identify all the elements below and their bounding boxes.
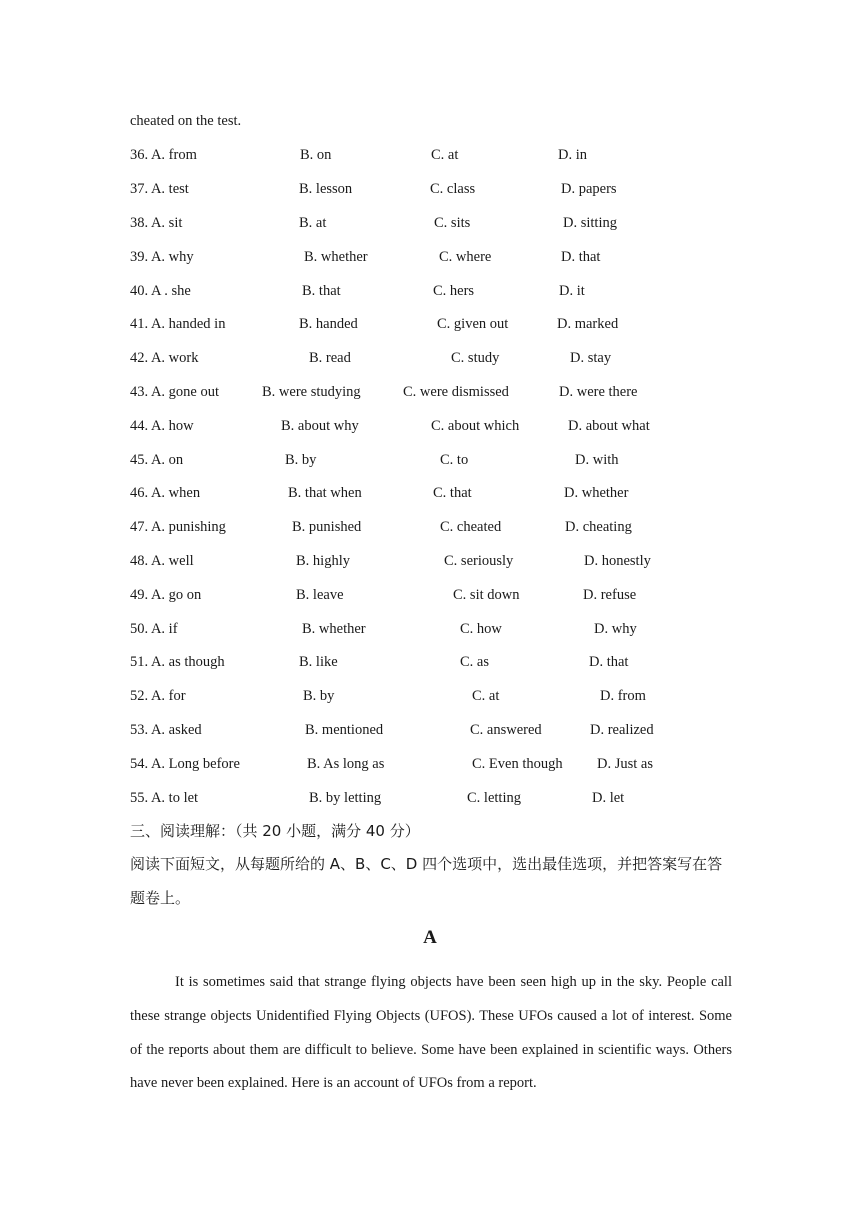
option-b: B. on — [300, 147, 332, 163]
option-d: D. Just as — [597, 756, 653, 772]
option-d: D. sitting — [563, 215, 617, 231]
option-c: C. about which — [431, 418, 520, 434]
option-d: D. whether — [564, 485, 629, 501]
option-d: D. refuse — [583, 587, 637, 603]
option-c: C. Even though — [472, 756, 563, 772]
option-b: B. highly — [296, 553, 350, 569]
option-d: D. it — [559, 283, 585, 299]
option-d: D. that — [589, 654, 629, 670]
option-a: 43. A. gone out — [130, 384, 220, 400]
option-b: B. handed — [299, 316, 358, 332]
option-b: B. like — [299, 654, 338, 670]
option-d: D. why — [594, 621, 637, 637]
option-d: D. that — [561, 249, 601, 265]
option-a: 49. A. go on — [130, 587, 202, 603]
continuation-text: cheated on the test. — [130, 113, 242, 129]
option-a: 36. A. from — [130, 147, 197, 163]
option-b: B. about why — [281, 418, 359, 434]
option-a: 50. A. if — [130, 621, 178, 637]
option-a: 42. A. work — [130, 350, 199, 366]
option-b: B. by — [285, 452, 317, 468]
option-d: D. cheating — [565, 519, 632, 535]
option-a: 53. A. asked — [130, 722, 202, 738]
option-c: C. at — [472, 688, 500, 704]
option-c: C. sits — [434, 215, 471, 231]
passage-paragraph: It is sometimes said that strange flying objects have been seen high up in the sky. People call these strange objects Unidentified Flying Objects (UFOS). These UFOs caused a lot of interest. Some of the reports about them are difficult to believe. Some have been explained in scientific ways. Others have never been explained. Here is an account of UFOs from a report. — [130, 974, 732, 1092]
option-a: 48. A. well — [130, 553, 194, 569]
option-c: C. answered — [470, 722, 542, 738]
option-c: C. where — [439, 249, 492, 265]
option-a: 41. A. handed in — [130, 316, 226, 332]
passage-label: A — [423, 927, 437, 948]
option-d: D. were there — [559, 384, 638, 400]
option-a: 51. A. as though — [130, 654, 225, 670]
option-b: B. whether — [302, 621, 366, 637]
option-b: B. that — [302, 283, 341, 299]
option-a: 40. A . she — [130, 283, 191, 299]
section-heading: 三、阅读理解：（共 20 小题，满分 40 分） — [130, 822, 420, 840]
option-b: B. punished — [292, 519, 362, 535]
option-c: C. were dismissed — [403, 384, 509, 400]
option-a: 45. A. on — [130, 452, 184, 468]
option-d: D. honestly — [584, 553, 651, 569]
option-b: B. As long as — [307, 756, 385, 772]
option-d: D. papers — [561, 181, 617, 197]
option-c: C. to — [440, 452, 469, 468]
option-a: 47. A. punishing — [130, 519, 226, 535]
option-c: C. that — [433, 485, 472, 501]
option-c: C. seriously — [444, 553, 514, 569]
option-c: C. how — [460, 621, 502, 637]
option-a: 52. A. for — [130, 688, 186, 704]
option-c: C. as — [460, 654, 489, 670]
option-b: B. that when — [288, 485, 362, 501]
option-b: B. whether — [304, 249, 368, 265]
option-c: C. class — [430, 181, 476, 197]
option-a: 54. A. Long before — [130, 756, 240, 772]
option-c: C. cheated — [440, 519, 502, 535]
option-a: 44. A. how — [130, 418, 194, 434]
option-d: D. from — [600, 688, 646, 704]
option-b: B. by — [303, 688, 335, 704]
option-d: D. about what — [568, 418, 650, 434]
option-a: 38. A. sit — [130, 215, 183, 231]
option-c: C. sit down — [453, 587, 520, 603]
option-c: C. at — [431, 147, 459, 163]
option-b: B. leave — [296, 587, 344, 603]
option-d: D. stay — [570, 350, 612, 366]
option-c: C. study — [451, 350, 500, 366]
option-d: D. let — [592, 790, 625, 806]
option-b: B. at — [299, 215, 327, 231]
option-b: B. mentioned — [305, 722, 384, 738]
option-b: B. lesson — [299, 181, 353, 197]
option-b: B. read — [309, 350, 351, 366]
option-b: B. were studying — [262, 384, 361, 400]
option-c: C. letting — [467, 790, 521, 806]
instructions-line-2: 题卷上。 — [130, 889, 191, 907]
option-d: D. marked — [557, 316, 619, 332]
option-b: B. by letting — [309, 790, 382, 806]
option-a: 39. A. why — [130, 249, 194, 265]
option-a: 46. A. when — [130, 485, 201, 501]
instructions-line-1: 阅读下面短文，从每题所给的 A、B、C、D 四个选项中，选出最佳选项，并把答案写在答 — [130, 855, 723, 873]
option-a: 55. A. to let — [130, 790, 199, 806]
option-c: C. given out — [437, 316, 509, 332]
option-d: D. realized — [590, 722, 654, 738]
option-d: D. in — [558, 147, 587, 163]
option-d: D. with — [575, 452, 619, 468]
option-c: C. hers — [433, 283, 475, 299]
option-a: 37. A. test — [130, 181, 189, 197]
